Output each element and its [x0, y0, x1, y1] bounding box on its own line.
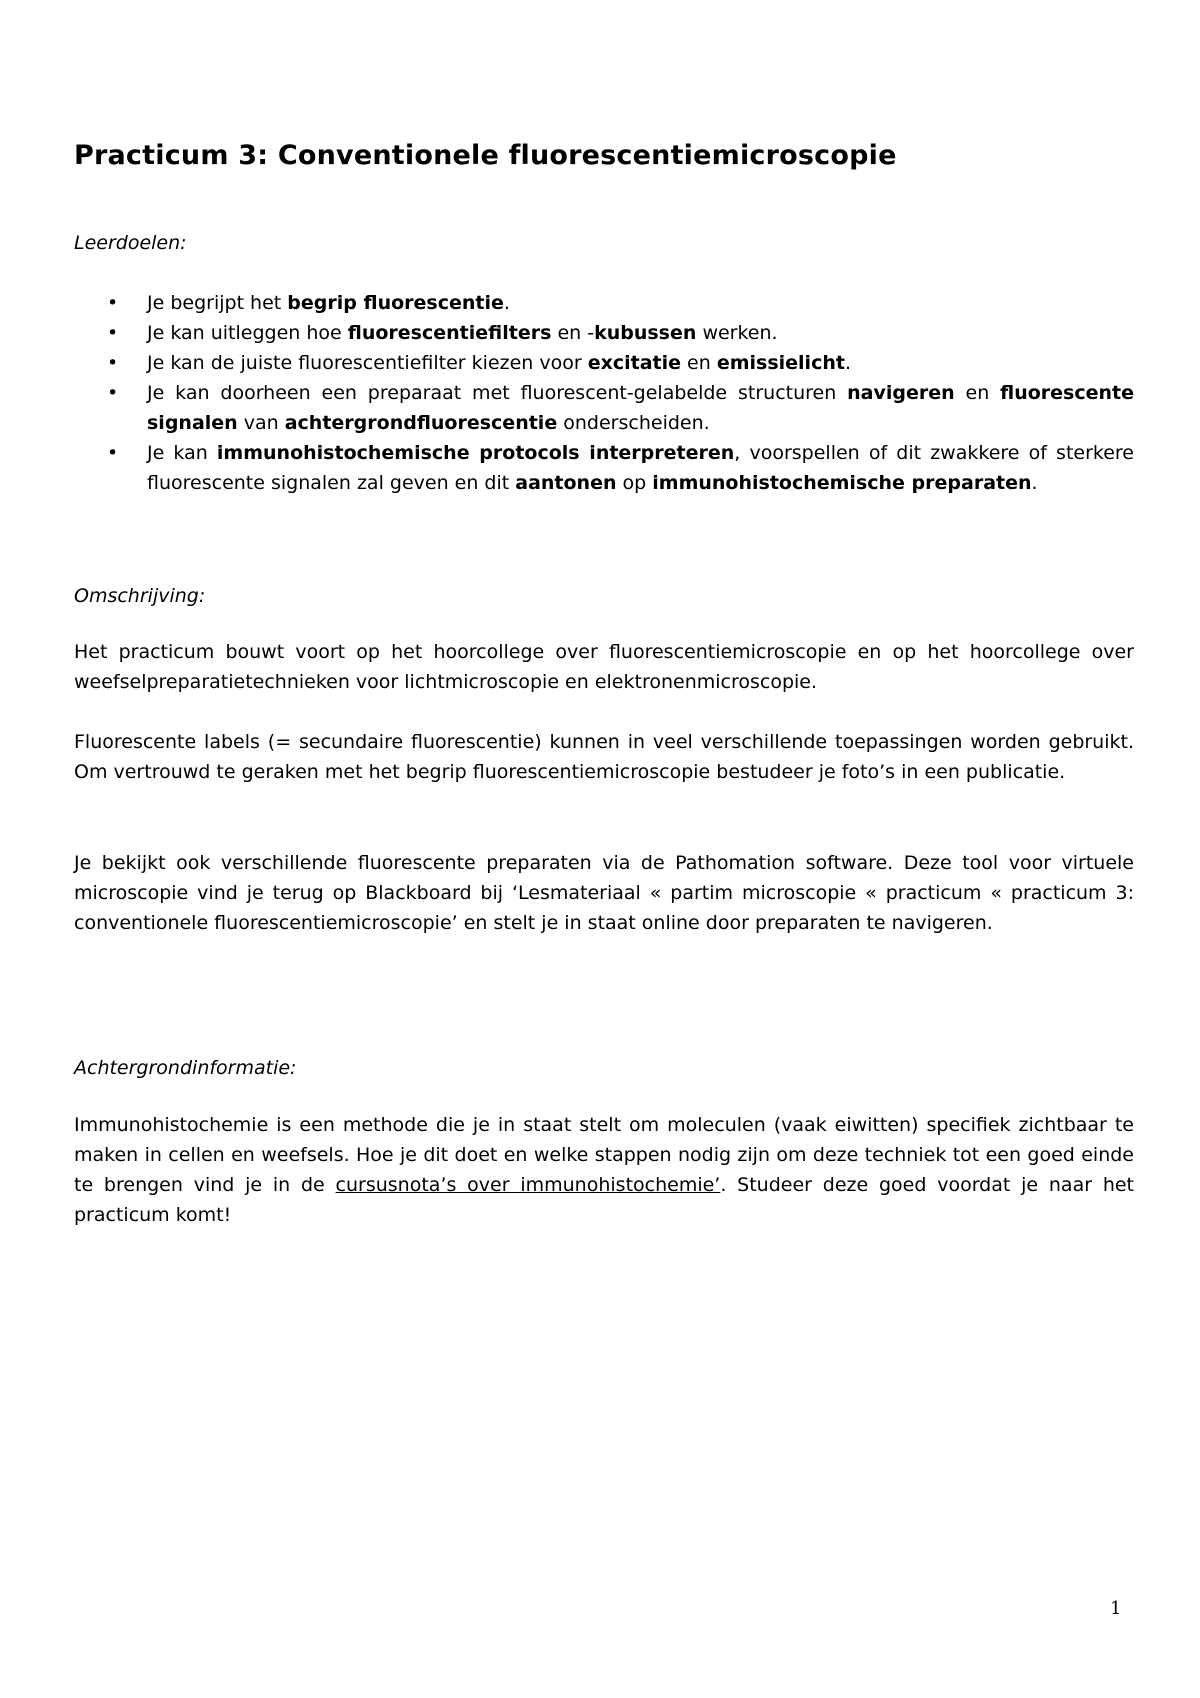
bullet-icon: •: [107, 382, 119, 404]
omschrijving-heading: Omschrijving:: [74, 585, 206, 607]
leerdoelen-heading: Leerdoelen:: [74, 232, 187, 254]
list-item: • Je kan doorheen een preparaat met fluorescent-gelabelde structuren navigeren en fluorescente signalen van achtergrondfluorescentie onderscheiden.: [74, 378, 1134, 438]
list-item: • Je kan immunohistochemische protocols interpreteren, voorspellen of dit zwakkere of sterkere fluorescente signalen zal geven en dit aantonen op immunohistochemische preparaten.: [74, 438, 1134, 498]
omschrijving-paragraph-3: Je bekijkt ook verschillende fluorescente preparaten via de Pathomation software. Deze tool voor virtuele microscopie vind je terug op Blackboard bij ‘Lesmateriaal « partim microscopie « practicum « practicum 3: conventionele fluorescentiemicroscopie’ en stelt je in staat online door preparaten te navigeren.: [74, 852, 1134, 934]
course-notes-link[interactable]: cursusnota’s over immunohistochemie’: [335, 1174, 721, 1196]
bullet-icon: •: [107, 322, 119, 344]
achtergrond-paragraph: Immunohistochemie is een methode die je in staat stelt om moleculen (vaak eiwitten) specifiek zichtbaar te maken in cellen en weefsels. Hoe je dit doet en welke stappen nodig zijn om deze techniek tot een goed einde te brengen vind je in de cursusnota’s over immunohistochemie’. Studeer deze goed voordat je naar het practicum komt!: [74, 1114, 1134, 1226]
document-title: Practicum 3: Conventionele fluorescentiemicroscopie: [74, 140, 897, 171]
page-number: 1: [1110, 1598, 1122, 1619]
list-item: • Je kan uitleggen hoe fluorescentiefilters en -kubussen werken.: [74, 318, 1134, 348]
list-item: • Je begrijpt het begrip fluorescentie.: [74, 288, 1134, 318]
achtergrond-heading: Achtergrondinformatie:: [74, 1057, 297, 1079]
omschrijving-paragraph-2: Fluorescente labels (= secundaire fluorescentie) kunnen in veel verschillende toepassingen worden gebruikt. Om vertrouwd te geraken met het begrip fluorescentiemicroscopie bestudeer je foto’s in een publicatie.: [74, 731, 1134, 783]
bullet-icon: •: [107, 442, 119, 464]
omschrijving-paragraph-1: Het practicum bouwt voort op het hoorcollege over fluorescentiemicroscopie en op het hoorcollege over weefselpreparatietechnieken voor lichtmicroscopie en elektronenmicroscopie.: [74, 641, 1134, 693]
list-item: • Je kan de juiste fluorescentiefilter kiezen voor excitatie en emissielicht.: [74, 348, 1134, 378]
bullet-icon: •: [107, 352, 119, 374]
bullet-icon: •: [107, 292, 119, 314]
learning-goals-list: [74, 288, 1134, 498]
